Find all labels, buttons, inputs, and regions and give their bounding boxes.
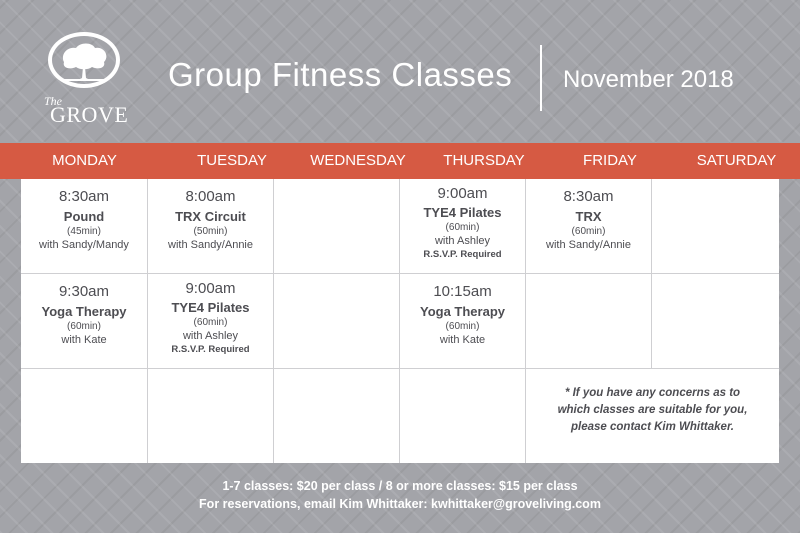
class-instructor: with Ashley [434, 235, 491, 247]
class-name: Yoga Therapy [419, 304, 505, 319]
tree-icon [58, 40, 110, 82]
concerns-note-line1: * If you have any concerns as to [564, 387, 741, 399]
rsvp-note: R.S.V.P. Required [423, 249, 502, 260]
cell-saturday-row1 [652, 179, 779, 274]
class-instructor: with Sandy/Annie [168, 239, 253, 251]
weekday-header-bar [0, 143, 800, 179]
class-time: 9:00am [185, 280, 236, 297]
logo-name-text: GROVE [50, 102, 129, 127]
pricing-text: 1-7 classes: $20 per class / 8 or more classes: $15 per class [222, 479, 578, 493]
cell-thursday-row3 [400, 369, 526, 463]
class-duration: (50min) [193, 226, 228, 237]
cell-friday-row2 [526, 274, 652, 369]
grove-logo [44, 32, 130, 128]
cell-wednesday-row2 [274, 274, 400, 369]
class-time: 9:00am [437, 185, 488, 202]
day-monday: MONDAY [52, 152, 117, 169]
class-time: 8:30am [58, 188, 110, 205]
day-friday: FRIDAY [583, 152, 637, 169]
concerns-note-line3: please contact Kim Whittaker. [571, 421, 734, 433]
cell-wednesday-row1 [274, 179, 400, 274]
class-instructor: with Ashley [182, 330, 239, 342]
logo-the-text: The [44, 94, 62, 108]
cell-tuesday-row3 [148, 369, 274, 463]
cell-wednesday-row3 [274, 369, 400, 463]
reservations-text: For reservations, email Kim Whittaker: kwhittaker@groveliving.com [199, 497, 601, 511]
cell-saturday-row2 [652, 274, 779, 369]
rsvp-note: R.S.V.P. Required [171, 344, 250, 355]
day-saturday: SATURDAY [696, 152, 777, 169]
class-time: 8:30am [563, 188, 614, 205]
class-name: Yoga Therapy [41, 304, 127, 319]
cell-thursday-row1 [400, 179, 526, 274]
class-duration: (60min) [571, 226, 606, 237]
class-name: Pound [63, 209, 105, 224]
class-duration: (45min) [67, 226, 101, 237]
cell-tuesday-row1 [148, 179, 274, 274]
page-title: Group Fitness Classes [168, 56, 513, 93]
class-time: 8:00am [185, 188, 236, 205]
day-thursday: THURSDAY [443, 152, 525, 169]
day-wednesday: WEDNESDAY [310, 152, 406, 169]
class-instructor: with Sandy/Annie [546, 239, 631, 251]
cell-monday-row3 [21, 369, 148, 463]
cell-tuesday-row2 [148, 274, 274, 369]
class-instructor: with Kate [439, 334, 486, 346]
class-duration: (60min) [193, 317, 228, 328]
cell-thursday-row2 [400, 274, 526, 369]
class-name: TRX [575, 209, 602, 224]
class-time: 10:15am [433, 283, 492, 300]
cell-monday-row2 [21, 274, 148, 369]
cell-monday-row1 [21, 179, 148, 274]
concerns-note-line2: which classes are suitable for you, [557, 404, 748, 416]
title-divider [540, 45, 542, 111]
class-instructor: with Kate [61, 334, 107, 346]
month-label: November 2018 [563, 66, 734, 93]
class-name: TYE4 Pilates [171, 300, 250, 315]
cell-friday-row1 [526, 179, 652, 274]
class-time: 9:30am [58, 283, 110, 300]
class-duration: (60min) [445, 321, 480, 332]
class-name: TRX Circuit [175, 209, 246, 224]
class-instructor: with Sandy/Mandy [39, 239, 129, 251]
class-duration: (60min) [67, 321, 101, 332]
class-name: TYE4 Pilates [423, 205, 502, 220]
concerns-note [526, 385, 779, 436]
class-duration: (60min) [445, 222, 480, 233]
day-tuesday: TUESDAY [197, 152, 267, 169]
